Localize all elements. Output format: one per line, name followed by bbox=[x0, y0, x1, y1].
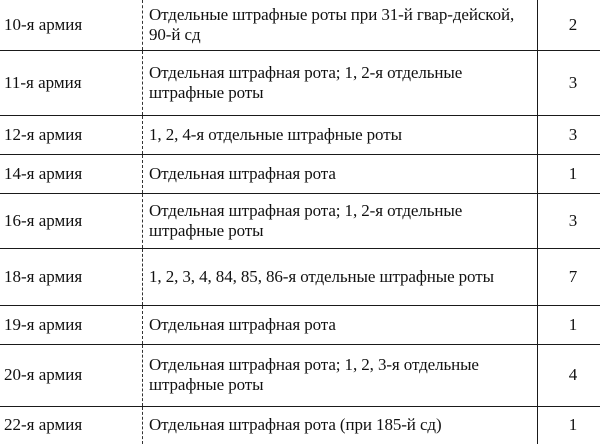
army-cell: 22-я армия bbox=[0, 406, 143, 444]
table-row bbox=[0, 50, 600, 115]
table-row bbox=[0, 406, 600, 444]
table-row bbox=[0, 115, 600, 154]
army-cell: 12-я армия bbox=[0, 115, 143, 154]
army-cell: 16-я армия bbox=[0, 193, 143, 248]
count-cell: 3 bbox=[538, 50, 600, 115]
count-cell: 1 bbox=[538, 305, 600, 344]
units-cell: Отдельная штрафная рота bbox=[143, 154, 538, 193]
units-cell: Отдельная штрафная рота bbox=[143, 305, 538, 344]
count-cell: 4 bbox=[538, 344, 600, 406]
army-cell: 11-я армия bbox=[0, 50, 143, 115]
table-row bbox=[0, 248, 600, 305]
army-cell: 14-я армия bbox=[0, 154, 143, 193]
units-cell: 1, 2, 4-я отдельные штрафные роты bbox=[143, 115, 538, 154]
army-cell: 10-я армия bbox=[0, 0, 143, 50]
units-cell: Отдельная штрафная рота; 1, 2, 3-я отдельные штрафные роты bbox=[143, 344, 538, 406]
table-row bbox=[0, 305, 600, 344]
table-row bbox=[0, 344, 600, 406]
count-cell: 7 bbox=[538, 248, 600, 305]
count-cell: 3 bbox=[538, 115, 600, 154]
army-cell: 18-я армия bbox=[0, 248, 143, 305]
units-cell: Отдельная штрафная рота; 1, 2-я отдельные штрафные роты bbox=[143, 193, 538, 248]
count-cell: 1 bbox=[538, 406, 600, 444]
count-cell: 1 bbox=[538, 154, 600, 193]
table-row bbox=[0, 154, 600, 193]
count-cell: 3 bbox=[538, 193, 600, 248]
table-row bbox=[0, 193, 600, 248]
table-row bbox=[0, 0, 600, 50]
units-cell: Отдельные штрафные роты при 31-й гвар-дейской, 90-й сд bbox=[143, 0, 538, 50]
army-cell: 20-я армия bbox=[0, 344, 143, 406]
units-cell: Отдельная штрафная рота (при 185-й сд) bbox=[143, 406, 538, 444]
units-cell: 1, 2, 3, 4, 84, 85, 86-я отдельные штрафные роты bbox=[143, 248, 538, 305]
count-cell: 2 bbox=[568, 14, 578, 34]
army-cell: 19-я армия bbox=[0, 305, 143, 344]
units-cell: Отдельная штрафная рота; 1, 2-я отдельные штрафные роты bbox=[143, 50, 538, 115]
